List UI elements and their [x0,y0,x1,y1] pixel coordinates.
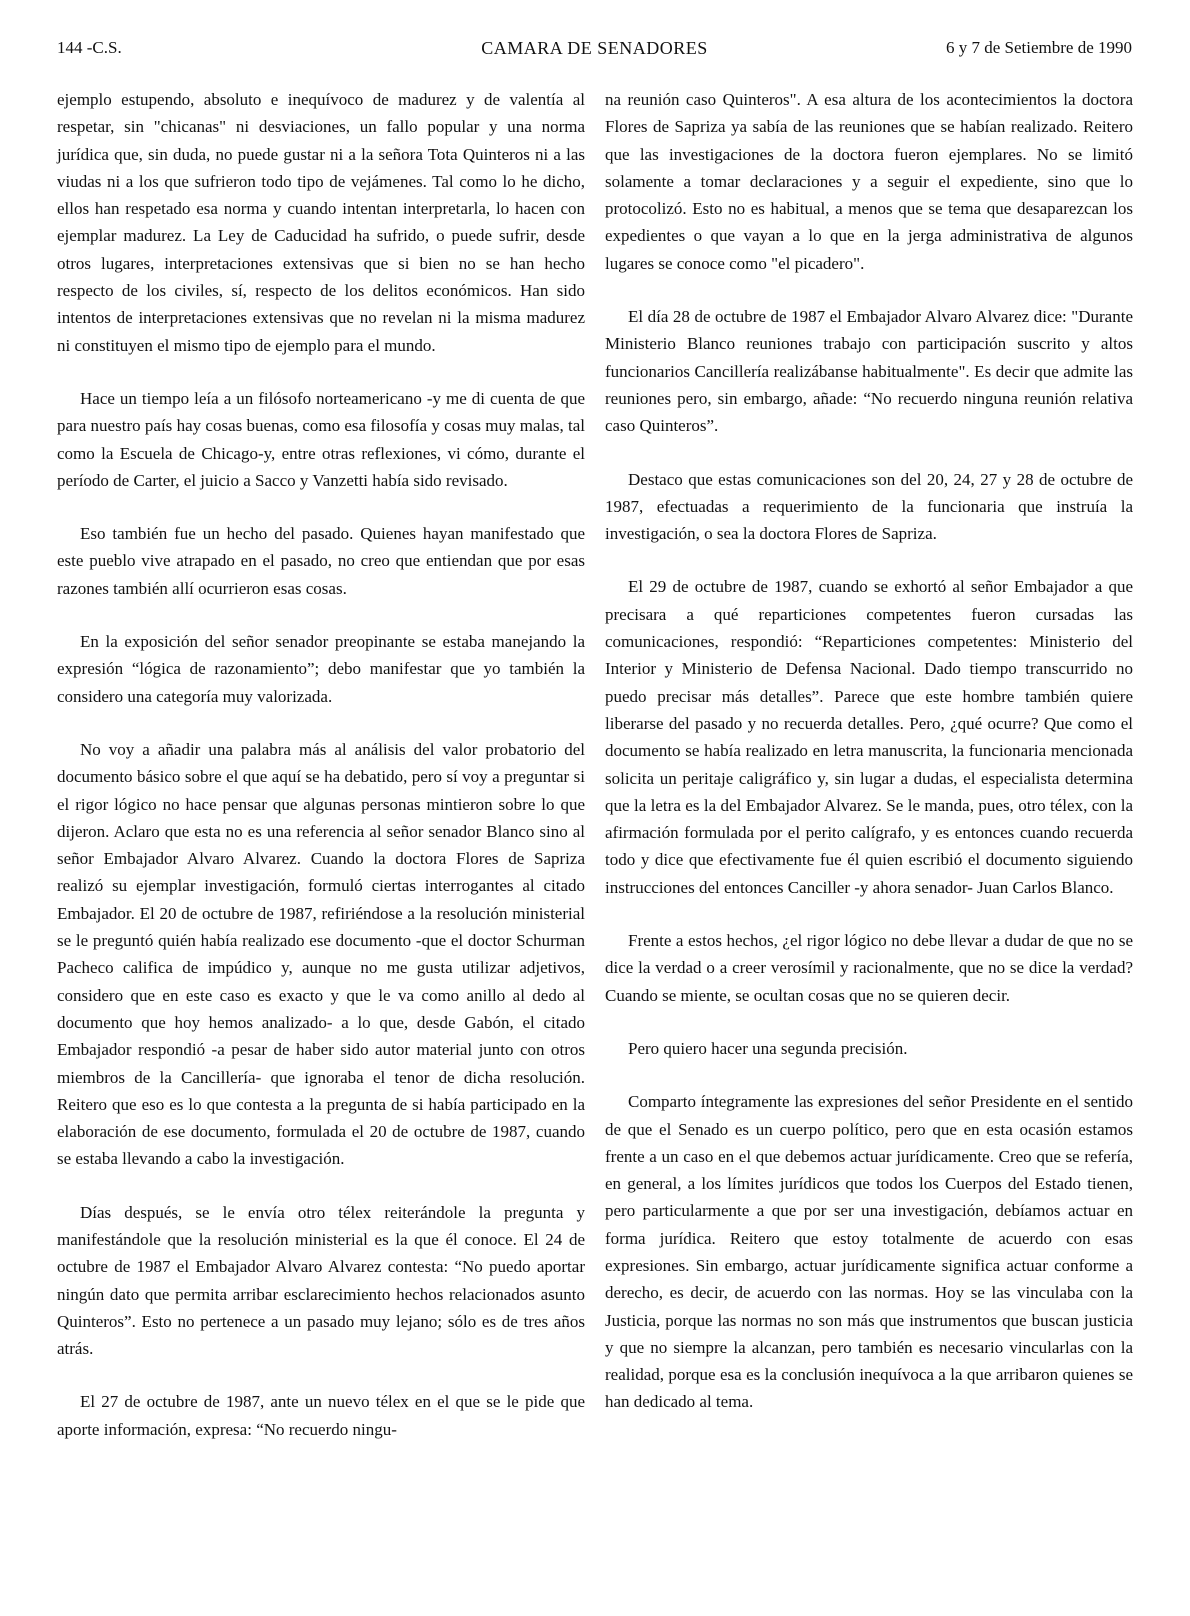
paragraph: Pero quiero hacer una segunda precisión. [628,1038,908,1058]
session-date: 6 y 7 de Setiembre de 1990 [945,38,1132,57]
paragraph: En la exposición del señor senador preopinante se estaba manejando la expresión “lógica de razonamiento”; debo manifestar que yo también la considero una categoría muy valorizada. [57,632,585,706]
paragraph: ejemplo estupendo, absoluto e inequívoco de madurez y de valentía al respetar, sin "chicanas" ni desviaciones, un fallo popular y una norma jurídica que, sin duda, no puede gustar ni a la señora Tota Quinteros ni a las viudas ni a los que sufrieron todo tipo de vejámenes. Tal como lo he dicho, ellos han respetado esa norma y cuando intentan interpretarla, lo hacen con ejemplar madurez. La Ley de Caducidad ha sufrido, o puede sufrir, desde otros lugares, interpretaciones extensivas que si bien no se han hecho respecto de los civiles, sí, respecto de los delitos económicos. Han sido intentos de interpretaciones extensivas que no revelan ni la misma madurez ni constituyen el mismo tipo de ejemplo para el mundo. [57,90,585,355]
paragraph: No voy a añadir una palabra más al análisis del valor probatorio del documento básico sobre el que aquí se ha debatido, pero sí voy a preguntar si el rigor lógico no hace pensar que algunas personas mintieron sobre lo que dijeron. Aclaro que esta no es una referencia al señor senador Blanco sino al señor Embajador Alvaro Alvarez. Cuando la doctora Flores de Sapriza realizó su ejemplar investigación, formuló ciertas interrogantes al citado Embajador. El 20 de octubre de 1987, refiriéndose a la resolución ministerial se le preguntó quién había realizado ese documento -que el doctor Schurman Pacheco califica de impúdico y, aunque no me gusta utilizar adjetivos, considero que en este caso es exacto y que le va como anillo al dedo al documento que hoy hemos analizado- a lo que, desde Gabón, el citado Embajador respondió -a pesar de haber sido autor material junto con otros miembros de la Cancillería- que ignoraba el tenor de dicha resolución. Reitero que eso es lo que contesta a la pregunta de si había participado en la elaboración de ese documento, formulada el 20 de octubre de 1987, cuando se estaba llevando a cabo la investigación. [57,739,585,1169]
paragraph: Frente a estos hechos, ¿el rigor lógico no debe llevar a dudar de que no se dice la verdad o a creer verosímil y racionalmente, que no se dice la verdad? Cuando se miente, se ocultan cosas que no se quieren decir. [605,931,1133,1005]
left-column [57,86,585,1443]
paragraph: Destaco que estas comunicaciones son del 20, 24, 27 y 28 de octubre de 1987, efectuadas a requerimiento de la funcionaria que instruía la investigación, o sea la doctora Flores de Sapriza. [605,469,1133,544]
paragraph: na reunión caso Quinteros". A esa altura de los acontecimientos la doctora Flores de Sapriza ya sabía de las reuniones que se habían realizado. Reitero que las investigaciones de la doctora fueron ejemplares. No se limitó solamente a tomar declaraciones y a seguir el expediente, sino que lo protocolizó. Esto no es habitual, a menos que se tema que desaparezcan los expedientes o que vayan a lo que en la jerga administrativa de algunos lugares se conoce como "el picadero". [605,90,1133,273]
paragraph: El día 28 de octubre de 1987 el Embajador Alvaro Alvarez dice: "Durante Ministerio Blanco reuniones trabajo con participación suscrito y altos funcionarios Cancillería realizábanse habitualmente". Es decir que admite las reuniones pero, sin embargo, añade: “No recuerdo ninguna reunión relativa caso Quinteros”. [605,307,1133,436]
paragraph: Días después, se le envía otro télex reiterándole la pregunta y manifestándole que la resolución ministerial es la que él conoce. El 24 de octubre de 1987 el Embajador Alvaro Alvarez contesta: “No puedo aportar ningún dato que permita arribar esclarecimiento hechos relacionados asunto Quinteros”. Esto no pertenece a un pasado muy lejano; sólo es de tres años atrás. [57,1202,585,1359]
paragraph: El 29 de octubre de 1987, cuando se exhortó al señor Embajador a que precisara a qué reparticiones competentes fueron cursadas las comunicaciones, respondió: “Reparticiones competentes: Ministerio del Interior y Ministerio de Defensa Nacional. Dado tiempo transcurrido no puedo precisar más detalles”. Parece que este hombre también quiere liberarse del pasado y no recuerda detalles. Pero, ¿qué ocurre? Que como el documento se había realizado en letra manuscrita, la funcionaria mencionada solicita un peritaje caligráfico y, sin lugar a dudas, el especialista determina que la letra es la del Embajador Alvarez. Se le manda, pues, otro télex, con la afirmación formulada por el perito calígrafo, y es entonces cuando recuerda todo y dice que efectivamente fue él quien escribió el documento siguiendo instrucciones del entonces Canciller -y ahora senador- Juan Carlos Blanco. [605,577,1133,897]
page-header [57,36,1132,60]
paragraph: Hace un tiempo leía a un filósofo norteamericano -y me di cuenta de que para nuestro país hay cosas buenas, como esa filosofía y cosas muy malas, tal como la Escuela de Chicago-y, entre otras reflexiones, vi cómo, durante el período de Carter, el juicio a Sacco y Vanzetti había sido revisado. [57,388,585,490]
paragraph: Comparto íntegramente las expresiones del señor Presidente en el sentido de que el Senado es un cuerpo político, pero que en esta ocasión estamos frente a un caso en el que debemos actuar jurídicamente. Creo que se refería, en general, a los límites jurídicos que todos los Cuerpos del Estado tienen, pero particularmente a que por ser una investigación, debíamos actuar en forma jurídica. Reitero que estoy totalmente de acuerdo con esas expresiones. Sin embargo, actuar jurídicamente significa actuar conforme a derecho, es decir, de acuerdo con las normas. Hoy se las vinculaba con la Justicia, porque las normas no son más que instrumentos que buscan justicia y que no siempre la alcanzan, pero también es necesario vincularlas con la realidad, porque esa es la conclusión inequívoca a la que arribaron quienes se han dedicado al tema. [605,1092,1133,1412]
paragraph: Eso también fue un hecho del pasado. Quienes hayan manifestado que este pueblo vive atrapado en el pasado, no creo que entiendan que por esas razones también allí ocurrieron esas cosas. [57,524,585,598]
right-column [605,86,1133,1416]
paragraph: El 27 de octubre de 1987, ante un nuevo télex en el que se le pide que aporte información, expresa: “No recuerdo ningu- [57,1392,585,1439]
publication-title: CAMARA DE SENADORES [481,38,708,58]
page-number: 144 -C.S. [57,38,122,57]
